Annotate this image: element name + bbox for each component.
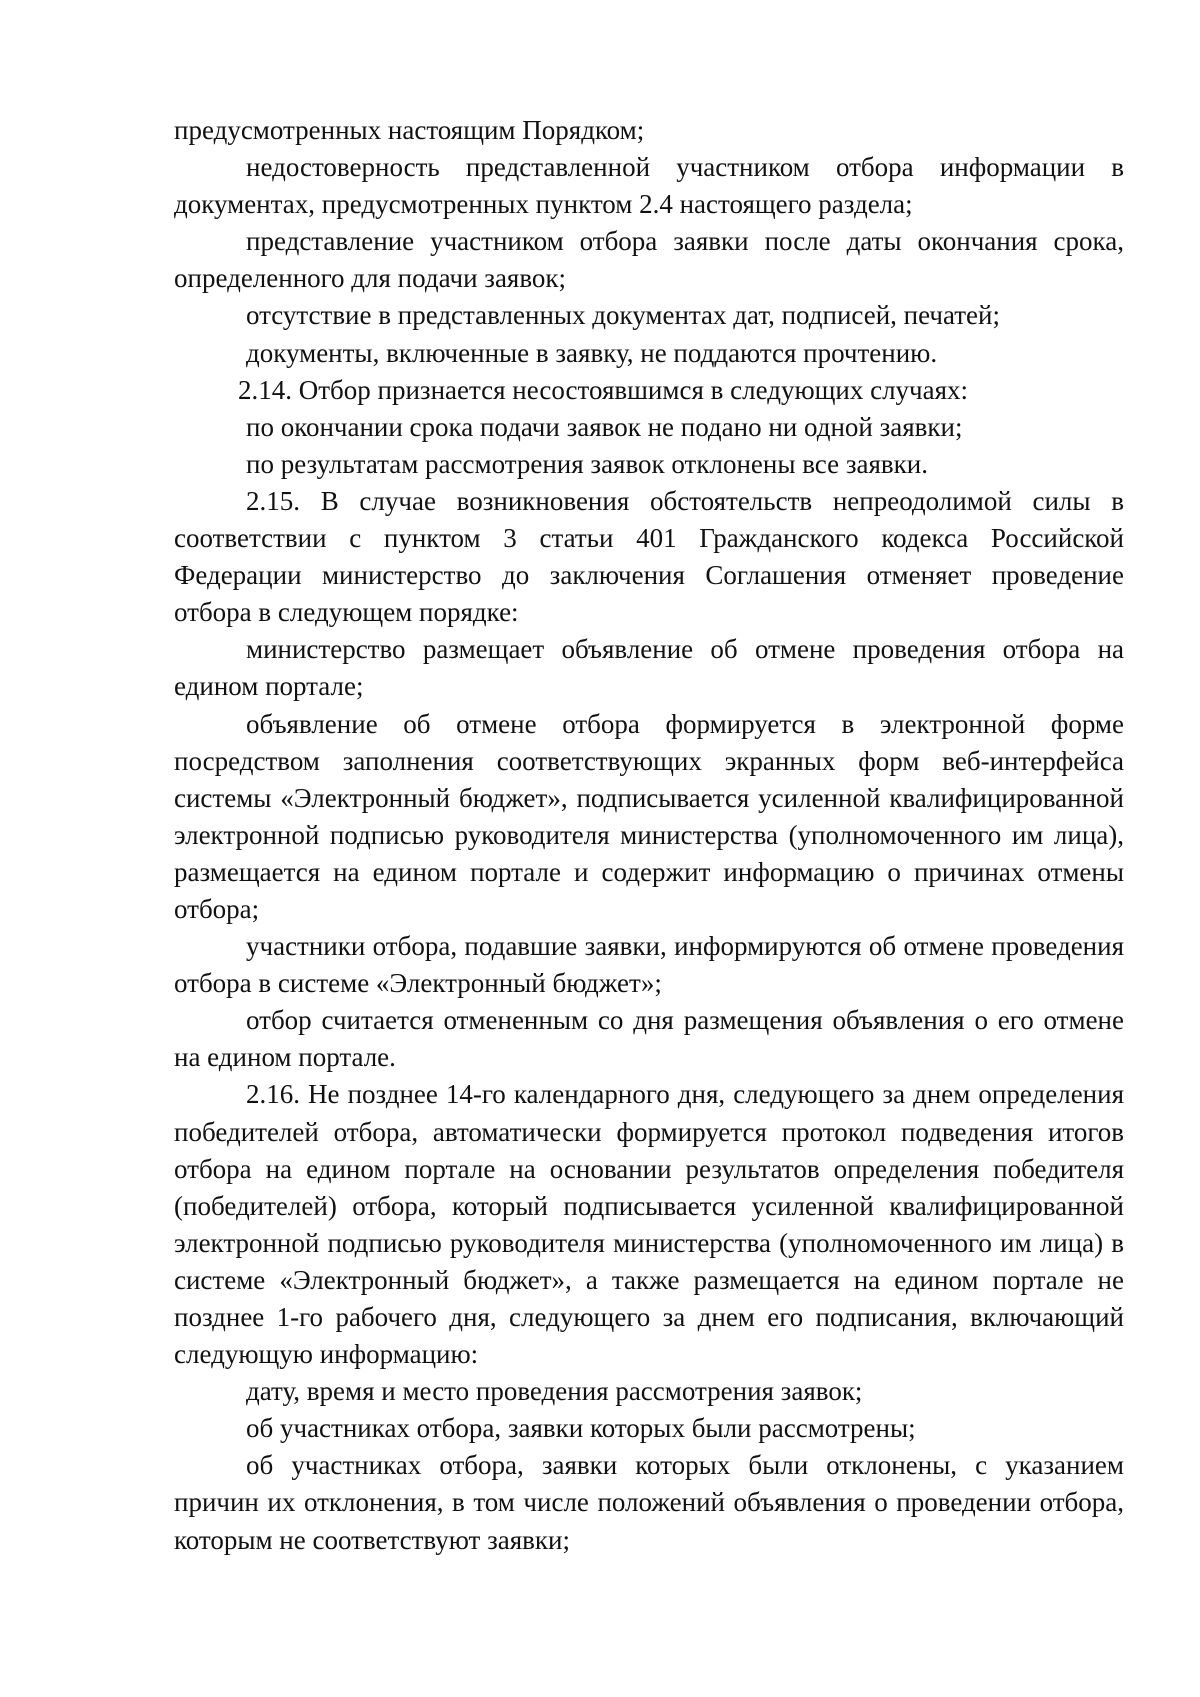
- paragraph-1: предусмотренных настоящим Порядком;: [174, 115, 645, 145]
- paragraph-6: 2.14. Отбор признается несостоявшимся в следующих случаях:: [238, 374, 969, 405]
- paragraph-8: по результатам рассмотрения заявок отклонены все заявки.: [246, 448, 928, 479]
- paragraph-16: об участниках отбора, заявки которых были рассмотрены;: [246, 1413, 916, 1444]
- paragraph-13: отбор считается отмененным со дня размещения объявления о его отмене на едином портале.: [174, 1005, 1124, 1073]
- paragraph-3: представление участником отбора заявки после даты окончания срока, определенного для подачи заявок;: [174, 226, 1124, 294]
- paragraph-9: 2.15. В случае возникновения обстоятельств непреодолимой силы в соответствии с пунктом 3 статьи 401 Гражданского кодекса Российской Федерации министерство до заключения Соглашения отменяет проведение отбора в следующем порядке:: [174, 485, 1124, 628]
- paragraph-14: 2.16. Не позднее 14-го календарного дня, следующего за днем определения победителей отбора, автоматически формируется протокол подведения итогов отбора на едином портале на основании результатов определения победителя (победителей) отбора, который подписывается усиленной квалифицированной электронной подписью руководителя министерства (уполномоченного им лица) в системе «Электронный бюджет», а также размещается на едином портале не позднее 1-го рабочего дня, следующего за днем его подписания, включающий следующую информацию:: [174, 1079, 1124, 1370]
- paragraph-4: отсутствие в представленных документах дат, подписей, печатей;: [246, 300, 1000, 331]
- document-page: [174, 112, 1124, 1559]
- paragraph-11: объявление об отмене отбора формируется в электронной форме посредством заполнения соответствующих экранных форм веб-интерфейса системы «Электронный бюджет», подписывается усиленной квалифицированной электронной подписью руководителя министерства (уполномоченного им лица), размещается на едином портале и содержит информацию о причинах отмены отбора;: [174, 708, 1124, 924]
- paragraph-15: дату, время и место проведения рассмотрения заявок;: [246, 1376, 863, 1407]
- paragraph-7: по окончании срока подачи заявок не подано ни одной заявки;: [246, 411, 963, 442]
- paragraph-10: министерство размещает объявление об отмене проведения отбора на едином портале;: [174, 634, 1124, 702]
- paragraph-2: недостоверность представленной участником отбора информации в документах, предусмотренных пунктом 2.4 настоящего раздела;: [174, 152, 1124, 220]
- paragraph-12: участники отбора, подавшие заявки, информируются об отмене проведения отбора в системе «Электронный бюджет»;: [174, 931, 1124, 999]
- paragraph-17: об участниках отбора, заявки которых были отклонены, с указанием причин их отклонения, в том числе положений объявления о проведении отбора, которым не соответствуют заявки;: [174, 1450, 1124, 1555]
- paragraph-5: документы, включенные в заявку, не поддаются прочтению.: [246, 337, 938, 368]
